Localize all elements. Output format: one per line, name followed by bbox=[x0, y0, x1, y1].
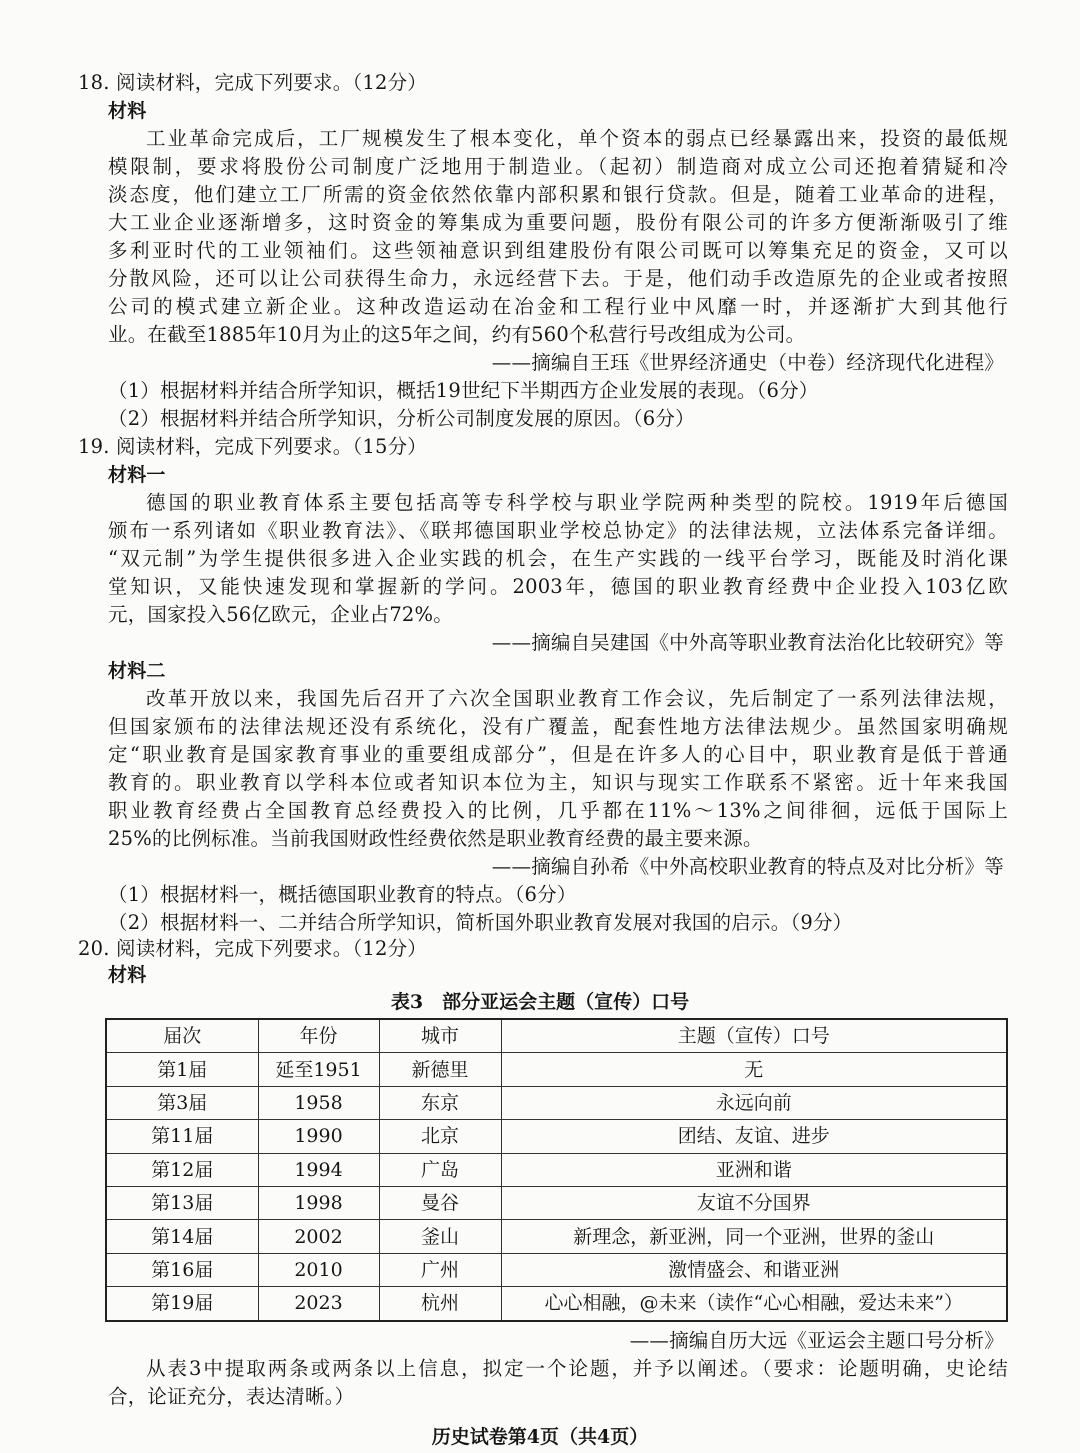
header-year: 年份 bbox=[258, 1019, 379, 1053]
q19-material-2-label: 材料二 bbox=[108, 660, 166, 682]
cell-city: 曼谷 bbox=[379, 1186, 501, 1219]
q20-title: 20. 阅读材料，完成下列要求。（12分） bbox=[78, 937, 427, 960]
q20-source: ——摘编自历大远《亚运会主题口号分析》 bbox=[629, 1329, 1004, 1352]
table-header-row bbox=[106, 1019, 1007, 1053]
q20-material-label: 材料 bbox=[108, 964, 147, 986]
page-footer: 历史试卷第4页（共4页） bbox=[431, 1426, 649, 1448]
cell-year: 2002 bbox=[258, 1220, 379, 1253]
cell-city: 北京 bbox=[379, 1120, 501, 1153]
q18-sub-question-1: （1）根据材料并结合所学知识，概括19世纪下半期西方企业发展的表现。（6分） bbox=[108, 379, 819, 402]
q18-material-label: 材料 bbox=[108, 100, 147, 122]
cell-slogan: 心心相融，@未来（读作“心心相融，爱达未来”） bbox=[501, 1287, 1007, 1321]
q19-m2-line: 职业教育经费占全国教育总经费投入的比例，几乎都在11%～13%之间徘徊，远低于国际上 bbox=[108, 799, 1008, 822]
q19-m1-line: 元，国家投入56亿欧元，企业占72%。 bbox=[108, 603, 453, 626]
cell-city: 东京 bbox=[379, 1086, 501, 1119]
q19-sub-question-2: （2）根据材料一、二并结合所学知识，简析国外职业教育发展对我国的启示。（9分） bbox=[108, 911, 853, 934]
q19-m1-line: 颁布一系列诸如《职业教育法》、《联邦德国职业学校总协定》的法律法规，立法体系完备详细。 bbox=[108, 519, 1008, 542]
cell-session: 第11届 bbox=[106, 1120, 258, 1153]
q19-m1-line: “双元制”为学生提供很多进入企业实践的机会，在生产实践的一线平台学习，既能及时消化课 bbox=[108, 547, 1008, 570]
table-row bbox=[106, 1053, 1007, 1086]
cell-year: 2010 bbox=[258, 1253, 379, 1286]
q19-m2-line: 但国家颁布的法律法规还没有系统化，没有广覆盖，配套性地方法律法规少。虽然国家明确规 bbox=[108, 715, 1008, 738]
q19-m2-line: 25%的比例标准。当前我国财政性经费依然是职业教育经费的最主要来源。 bbox=[108, 827, 763, 850]
q19-sub-question-1: （1）根据材料一，概括德国职业教育的特点。（6分） bbox=[108, 883, 577, 906]
q18-sub-question-2: （2）根据材料并结合所学知识，分析公司制度发展的原因。（6分） bbox=[108, 407, 695, 430]
cell-slogan: 新理念，新亚洲，同一个亚洲，世界的釜山 bbox=[501, 1220, 1007, 1253]
q19-m1-line: 堂知识，又能快速发现和掌握新的学问。2003年，德国的职业教育经费中企业投入103亿欧 bbox=[108, 575, 1008, 598]
q18-paragraph-line: 分散风险，还可以让公司获得生命力，永远经营下去。于是，他们动手改造原先的企业或者按照 bbox=[108, 267, 1008, 290]
q19-m2-source: ——摘编自孙希《中外高校职业教育的特点及对比分析》等 bbox=[491, 855, 1004, 878]
cell-slogan: 激情盛会、和谐亚洲 bbox=[501, 1253, 1007, 1286]
header-session: 届次 bbox=[106, 1019, 258, 1053]
q19-m1-source: ——摘编自吴建国《中外高等职业教育法治化比较研究》等 bbox=[491, 631, 1004, 654]
cell-city: 杭州 bbox=[379, 1287, 501, 1321]
cell-city: 广州 bbox=[379, 1253, 501, 1286]
table-caption: 表3 部分亚运会主题（宣传）口号 bbox=[390, 991, 690, 1013]
q20-task-line: 合，论证充分，表达清晰。） bbox=[108, 1385, 355, 1408]
cell-slogan: 团结、友谊、进步 bbox=[501, 1120, 1007, 1153]
cell-year: 1990 bbox=[258, 1120, 379, 1153]
q19-m1-line: 德国的职业教育体系主要包括高等专科学校与职业学院两种类型的院校。1919年后德国 bbox=[146, 491, 1008, 514]
q18-paragraph-line: 多利亚时代的工业领袖们。这些领袖意识到组建股份有限公司既可以筹集充足的资金，又可以 bbox=[108, 239, 1008, 262]
cell-city: 釜山 bbox=[379, 1220, 501, 1253]
q18-paragraph-line: 淡态度，他们建立工厂所需的资金依然依靠内部积累和银行贷款。但是，随着工业革命的进程， bbox=[108, 183, 1008, 206]
table-row bbox=[106, 1086, 1007, 1119]
header-city: 城市 bbox=[379, 1019, 501, 1053]
cell-session: 第13届 bbox=[106, 1186, 258, 1219]
cell-slogan: 亚洲和谐 bbox=[501, 1153, 1007, 1186]
cell-slogan: 友谊不分国界 bbox=[501, 1186, 1007, 1219]
q18-paragraph-line: 大工业企业逐渐增多，这时资金的筹集成为重要问题，股份有限公司的许多方便渐渐吸引了维 bbox=[108, 211, 1008, 234]
cell-year: 1998 bbox=[258, 1186, 379, 1219]
cell-slogan: 无 bbox=[501, 1053, 1007, 1086]
table-row bbox=[106, 1186, 1007, 1219]
cell-session: 第19届 bbox=[106, 1287, 258, 1321]
cell-year: 1958 bbox=[258, 1086, 379, 1119]
q18-paragraph-line: 业。在截至1885年10月为止的这5年之间，约有560个私营行号改组成为公司。 bbox=[108, 323, 806, 346]
cell-city: 广岛 bbox=[379, 1153, 501, 1186]
q19-m2-line: 改革开放以来，我国先后召开了六次全国职业教育工作会议，先后制定了一系列法律法规， bbox=[146, 687, 1008, 710]
q18-paragraph-line: 工业革命完成后，工厂规模发生了根本变化，单个资本的弱点已经暴露出来，投资的最低规 bbox=[146, 127, 1008, 150]
cell-session: 第3届 bbox=[106, 1086, 258, 1119]
q19-m2-line: 定“职业教育是国家教育事业的重要组成部分”，但是在许多人的心目中，职业教育是低于普通 bbox=[108, 743, 1008, 766]
q18-title: 18. 阅读材料，完成下列要求。（12分） bbox=[78, 71, 427, 94]
cell-year: 2023 bbox=[258, 1287, 379, 1321]
table-row bbox=[106, 1220, 1007, 1253]
q19-title: 19. 阅读材料，完成下列要求。（15分） bbox=[78, 435, 427, 458]
cell-session: 第14届 bbox=[106, 1220, 258, 1253]
cell-slogan: 永远向前 bbox=[501, 1086, 1007, 1119]
cell-session: 第16届 bbox=[106, 1253, 258, 1286]
q19-material-1-label: 材料一 bbox=[108, 464, 166, 486]
cell-city: 新德里 bbox=[379, 1053, 501, 1086]
table-row bbox=[106, 1287, 1007, 1321]
table-row bbox=[106, 1253, 1007, 1286]
cell-year: 1994 bbox=[258, 1153, 379, 1186]
q18-source: ——摘编自王珏《世界经济通史（中卷）经济现代化进程》 bbox=[491, 351, 1004, 374]
cell-session: 第1届 bbox=[106, 1053, 258, 1086]
q19-m2-line: 教育的。职业教育以学科本位或者知识本位为主，知识与现实工作联系不紧密。近十年来我国 bbox=[108, 771, 1008, 794]
table-row bbox=[106, 1153, 1007, 1186]
asian-games-slogan-table bbox=[105, 1018, 1008, 1322]
q20-task-line: 从表3中提取两条或两条以上信息，拟定一个论题，并予以阐述。（要求：论题明确，史论结 bbox=[146, 1357, 1008, 1380]
cell-session: 第12届 bbox=[106, 1153, 258, 1186]
cell-year: 延至1951 bbox=[258, 1053, 379, 1086]
q18-paragraph-line: 模限制，要求将股份公司制度广泛地用于制造业。（起初）制造商对成立公司还抱着猜疑和冷 bbox=[108, 155, 1008, 178]
table-row bbox=[106, 1120, 1007, 1153]
q18-paragraph-line: 公司的模式建立新企业。这种改造运动在冶金和工程行业中风靡一时，并逐渐扩大到其他行 bbox=[108, 295, 1008, 318]
header-slogan: 主题（宣传）口号 bbox=[501, 1019, 1007, 1053]
